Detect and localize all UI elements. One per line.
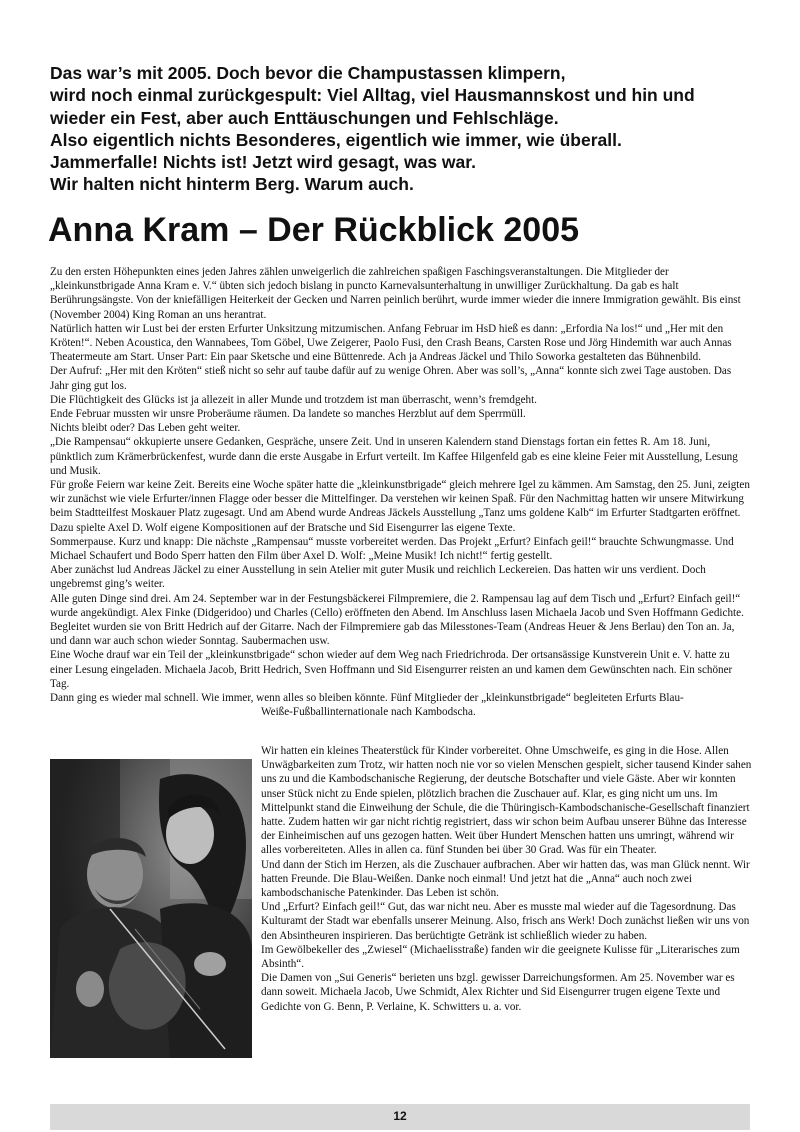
intro-line: Also eigentlich nichts Besonderes, eigentlich wie immer, wie überall. <box>50 129 622 150</box>
paragraph: Die Flüchtigkeit des Glücks ist ja allezeit in aller Munde und trotzdem ist man überrascht, wenn’s fremdgeht. <box>50 393 537 406</box>
column-paragraph: Im Gewölbekeller des „Zwiesel“ (Michaelisstraße) fanden wir die geeignete Kulisse für „Literarisches zum Absinth“. <box>261 943 740 971</box>
right-column <box>261 744 753 1014</box>
intro-line: wird noch einmal zurückgespult: Viel Alltag, viel Hausmannskost und hin und <box>50 85 695 106</box>
intro-line: Das war’s mit 2005. Doch bevor die Champustassen klimpern, <box>50 63 566 83</box>
transition-line: Dann ging es wieder mal schnell. Wie immer, wenn alles so bleiben könnte. Fünf Mitglieder der „kleinkunstbrigade“ begleiteten Erfurts Blau- <box>50 692 684 705</box>
page-number: 12 <box>393 1109 407 1123</box>
article-title: Anna Kram – Der Rückblick 2005 <box>48 211 580 249</box>
photo-illustration <box>50 759 252 1058</box>
column-paragraph: Und „Erfurt? Einfach geil!“ Gut, das war nicht neu. Aber es musste mal wieder auf die Tagesordnung. Das Kulturamt der Stadt war ebenfalls unserer Meinung. Also, frisch ans Werk! Doch zunächst ließen wir uns von den Absintheuren inspirieren. Das berüchtigte Getränk ist schließlich wieder zu haben. <box>261 901 750 942</box>
column-paragraph: Die Damen von „Sui Generis“ berieten uns bzgl. gewisser Darreichungsformen. Am 25. November war es dann soweit. Michaela Jacob, Uwe Schmidt, Alex Richter und Sid Eisengurrer trugen eigene Texte und Gedichte von G. Benn, P. Verlaine, K. Schwitters u. a. vor. <box>261 972 735 1013</box>
article-body <box>50 265 752 720</box>
intro-line: Jammerfalle! Nichts ist! Jetzt wird gesagt, was war. <box>50 152 476 173</box>
paragraph: „Die Rampensau“ okkupierte unsere Gedanken, Gespräche, unsere Zeit. Und in unseren Kalendern stand Dienstags fortan ein fettes R. Am 18. Juni, pünktlich zum Krämerbrückenfest, wurde dann die erste Ausgabe in Erfurt verteilt. Im Kaffee Hilgenfeld gab es eine kleine Feier mit Ausstellung, Lesung und Musik. <box>50 436 738 477</box>
paragraph: Eine Woche drauf war ein Teil der „kleinkunstbrigade“ schon wieder auf dem Weg nach Friedrichroda. Der ortsansässige Kunstverein Unit e. V. hatte zu einer Lesung eingeladen. Michaela Jacob, Britt Hedrich, Sven Hoffmann und Sid Eisengurrer reisten an und kamen dem Gewünschten nach. Ein schöner Tag. <box>50 649 733 690</box>
intro-line: wieder ein Fest, aber auch Enttäuschungen und Fehlschläge. <box>50 107 559 128</box>
transition-line: Weiße-Fußballinternationale nach Kambodscha. <box>261 706 476 719</box>
paragraph: Natürlich hatten wir Lust bei der ersten Erfurter Unksitzung mitzumischen. Anfang Februar im HsD hieß es dann: „Erfordia Na los!“ und „Her mit den Kröten!“. Neben Acoustica, den Wannabees, Tom Göbel, Uwe Zeigerer, Paolo Fusi, den Crash Beans, Carsten Rose und Jörg Hindemith war auch Annas Theatermeute am Start. Unser Part: Ein paar Sketsche und eine Büttenrede. Ach ja Andreas Jäckel und Thilo Soworka gestalteten das Bühnenbild. <box>50 322 732 364</box>
paragraph: Der Aufruf: „Her mit den Kröten“ stieß nicht so sehr auf taube dafür auf zu wenige Ohren. Aber was soll’s, „Anna“ konnte sich zwei Tage austoben. Das Jahr ging gut los. <box>50 365 732 392</box>
paragraph: Alle guten Dinge sind drei. Am 24. September war in der Festungsbäckerei Filmpremiere, die 2. Rampensau lag auf dem Tisch und „Erfurt? Einfach geil!“ wurde angekündigt. Alex Finke (Didgeridoo) und Charles (Cello) eröffneten den Abend. Im Anschluss lasen Michaela Jacob und Sven Hoffmann Gedichte. Begleitet wurden sie von Britt Hedrich auf der Gitarre. Nach der Filmpremiere gab das Milesstones-Team (Andreas Heuer & Jens Berlau) den Ton an. Ja, und dann war auch schon wieder Sonntag. Saubermachen usw. <box>50 592 744 648</box>
intro-block <box>50 62 770 196</box>
paragraph: Aber zunächst lud Andreas Jäckel zu einer Ausstellung in sein Atelier mit guter Musik und reichlich Leckereien. Das hatten wir uns verdient. Doch ungebremst ging’s weiter. <box>50 564 706 591</box>
paragraph: Zu den ersten Höhepunkten eines jeden Jahres zählen unweigerlich die zahlreichen spaßigen Faschingsveranstaltungen. Die Mitglieder der „kleinkunstbrigade Anna Kram e. V.“ übten sich jedoch bislang in puncto Karnevalsunterhaltung in unwilliger Zurückhaltung. Da gab es halt Berührungsängste. Von der kniefälligen Heiterkeit der Gecken und Narren peinlich berührt, wurde immer wieder die innere Immigration gewählt. Bis einst (November 2004) King Roman an uns herantrat. <box>50 266 741 321</box>
column-paragraph: Und dann der Stich im Herzen, als die Zuschauer aufbrachen. Aber wir hatten das, was man Glück nennt. Wir hatten Freunde. Die Blau-Weißen. Danke noch einmal! Und jetzt hat die „Anna“ auch noch zwei kambodschanische Patenkinder. Das Leben ist schön. <box>261 858 750 900</box>
musicians-photo <box>50 759 252 1058</box>
intro-line: Wir halten nicht hinterm Berg. Warum auch. <box>50 174 414 195</box>
column-paragraph: Wir hatten ein kleines Theaterstück für Kinder vorbereitet. Ohne Umschweife, es ging in die Hose. Allen Unwägbarkeiten zum Trotz, wir hatten noch nie vor so vielen Menschen gespielt, sicher tausend Kinder sahen uns zu und die Kambodschanische Regierung, der deutsche Botschafter und viele Gäste. Aber wir konnten unser Stück nicht zu Ende spielen, plötzlich brachen die Zuschauer auf. Klar, es ging nicht um uns. Im Mittelpunkt stand die Einweihung der Schule, die die Thüringisch-Kambodschanische-Gesellschaft finanziert hatte. Zudem hatten wir gar nicht richtig registriert, dass wir schon beim Aufbau unserer Bühne das Interesse der Einheimischen auf uns gezogen hatten. Weit über Hundert Menschen hatten uns umringt, während wir alles vorbereiteten. Alles in allen ca. fünf Stunden bei über 30 Grad. Was für ein Theater. <box>261 745 752 857</box>
paragraph: Nichts bleibt oder? Das Leben geht weiter. <box>50 422 241 435</box>
paragraph: Für große Feiern war keine Zeit. Bereits eine Woche später hatte die „kleinkunstbrigade“ gleich mehrere Igel zu kämmen. Am Samstag, den 25. Juni, zeigten wir zunächst wie viele Erfurter/innen Flagge oder besser die Mittelfinger. Da verstehen wir keinen Spaß. Für den Nachmittag hatten wir unsere Mitwirkung beim Stadtteilfest Moskauer Platz zugesagt. Und am Abend wurde Andreas Jäckels Ausstellung „Tanz ums goldene Kalb“ im Erfurter Stadtgarten eröffnet. Dazu spielte Axel D. Wolf eigene Kompositionen auf der Bratsche und Sid Eisengurrer las eigene Texte. <box>50 479 750 534</box>
paragraph: Ende Februar mussten wir unsre Proberäume räumen. Da landete so manches Herzblut auf dem Sperrmüll. <box>50 408 526 421</box>
paragraph: Sommerpause. Kurz und knapp: Die nächste „Rampensau“ musste vorbereitet werden. Das Projekt „Erfurt? Einfach geil!“ brauchte Schwungmasse. Und Michael Schaufert und Bodo Sperr hatten den Film über Axel D. Wolf: „Meine Musik! Ich nicht!“ fertig gestellt. <box>50 535 734 563</box>
page-footer <box>50 1104 750 1130</box>
